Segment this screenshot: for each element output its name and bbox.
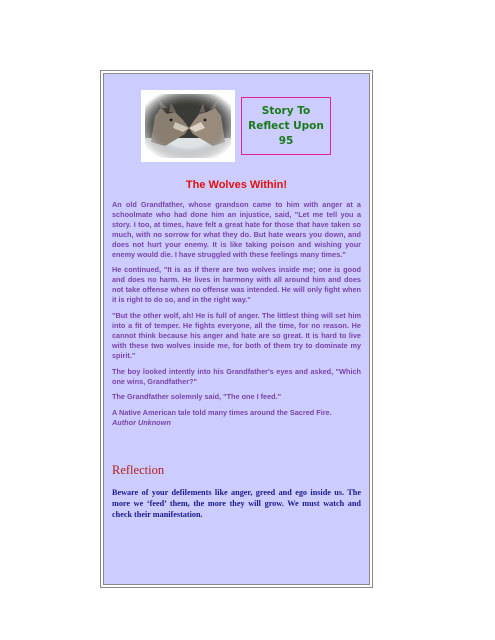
story-body (112, 200, 361, 434)
story-paragraph: "But the other wolf, ah! He is full of anger. The littlest thing will set him into a fit of temper. He fights everyone, all the time, for no reason. He cannot think because his anger and hate are so great. It is hard to live with these two wolves inside me, for both of them try to dominate my spirit." (112, 311, 361, 360)
story-paragraph: He continued, "It is as if there are two wolves inside me; one is good and does no harm. He lives in harmony with all around him and does not take offense when no offense was intended. He will only fight when it is right to do so, and in the right way." (112, 265, 361, 305)
page-frame (100, 70, 373, 588)
title-line-3: 95 (278, 134, 294, 147)
story-paragraph: The Grandfather solemnly said, "The one I feed." (112, 392, 282, 402)
reflection-heading: Reflection (112, 463, 165, 477)
title-line-1: Story To (261, 104, 311, 117)
story-closing (112, 408, 361, 428)
wolves-photo (141, 90, 235, 162)
page-content (103, 73, 370, 585)
story-paragraph: The boy looked intently into his Grandfather's eyes and asked, "Which one wins, Grandfather?" (112, 366, 361, 386)
reflection-body: Beware of your defilements like anger, greed and ego inside us. The more we ‘feed’ them, the more they will grow. We must watch and check their manifestation. (112, 488, 361, 519)
title-line-2: Reflect Upon (248, 119, 324, 132)
story-paragraph: An old Grandfather, whose grandson came to him with anger at a schoolmate who had done him an injustice, said, "Let me tell you a story. I too, at times, have felt a great hate for those that have taken so much, with no sorrow for what they do. But hate wears you down, and does not hurt your enemy. It is like taking poison and wishing your enemy would die. I have struggled with these feelings many times." (112, 200, 361, 259)
story-title-box (241, 97, 331, 155)
wolves-image-icon (145, 94, 231, 158)
author-credit: Author Unknown (112, 418, 171, 428)
closing-text: A Native American tale told many times around the Sacred Fire. (112, 408, 332, 418)
story-heading: The Wolves Within! (185, 179, 288, 191)
